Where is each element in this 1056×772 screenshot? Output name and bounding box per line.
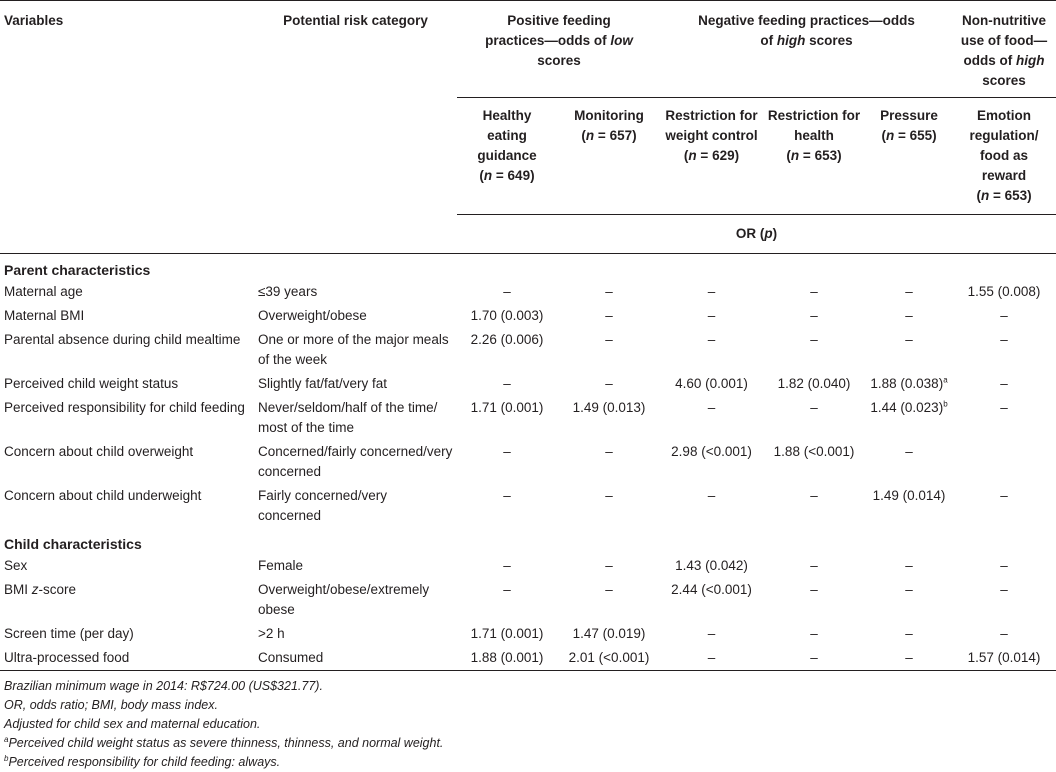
- value-text: –: [503, 582, 511, 597]
- value-text: 1.71 (0.001): [470, 626, 544, 641]
- section-header: [0, 528, 1056, 554]
- value-text: –: [905, 444, 913, 459]
- row-variable: Maternal age: [4, 284, 83, 299]
- value-text: –: [605, 332, 613, 347]
- value-text: –: [905, 650, 913, 665]
- row-value: [661, 646, 762, 670]
- row-value: [661, 304, 762, 328]
- row-value: [952, 372, 1056, 396]
- subcol-pressure: Pressure (n = 655): [880, 108, 938, 143]
- subcol-restriction-weight: Restriction for weight control (n = 629): [665, 108, 758, 163]
- value-text: –: [1000, 376, 1008, 391]
- subcolumn-header-row: [0, 98, 1056, 215]
- row-value: [762, 484, 866, 528]
- header-nonnutritive-group: Non-nutritive use of food—odds of high scores: [960, 13, 1048, 88]
- row-value: [952, 554, 1056, 578]
- row-value: [457, 396, 557, 440]
- value-text: 1.70 (0.003): [470, 308, 544, 323]
- value-text: –: [1000, 488, 1008, 503]
- row-value: [866, 280, 952, 304]
- row-value: [866, 578, 952, 622]
- row-variable: BMI z-score: [4, 582, 77, 597]
- value-text: 1.57 (0.014): [967, 650, 1041, 665]
- row-category: Never/seldom/half of the time/ most of the time: [258, 400, 438, 435]
- value-text: 1.88 (<0.001): [773, 444, 855, 459]
- row-value: [557, 328, 661, 372]
- row-value: [866, 328, 952, 372]
- value-text: 1.49 (0.013): [572, 400, 646, 415]
- row-value: [952, 440, 1056, 484]
- row-value: [762, 372, 866, 396]
- footnote-mark: a: [943, 375, 948, 385]
- row-category: Overweight/obese: [258, 308, 367, 323]
- table-body: [0, 254, 1056, 671]
- value-text: 1.49 (0.014): [872, 488, 946, 503]
- row-value: [762, 646, 866, 670]
- row-value: [952, 304, 1056, 328]
- row-value: [866, 646, 952, 670]
- row-value: [557, 578, 661, 622]
- row-value: [457, 304, 557, 328]
- value-text: –: [810, 400, 818, 415]
- row-value: [457, 328, 557, 372]
- header-negative-group: Negative feeding practices—odds of high scores: [698, 13, 915, 48]
- row-variable: Maternal BMI: [4, 308, 85, 323]
- table-row: [0, 578, 1056, 622]
- value-text: –: [503, 488, 511, 503]
- row-value: [457, 484, 557, 528]
- row-category: One or more of the major meals of the week: [258, 332, 449, 367]
- value-text: –: [810, 558, 818, 573]
- value-text: –: [1000, 332, 1008, 347]
- section-title: Parent characteristics: [4, 262, 151, 278]
- row-value: [762, 554, 866, 578]
- row-value: [866, 304, 952, 328]
- row-value: [661, 372, 762, 396]
- row-value: [457, 622, 557, 646]
- row-category: Slightly fat/fat/very fat: [258, 376, 388, 391]
- value-text: 1.44 (0.023): [870, 400, 944, 415]
- row-value: [952, 328, 1056, 372]
- row-value: [661, 622, 762, 646]
- note-wage: Brazilian minimum wage in 2014: R$724.00 (US$321.77).: [4, 679, 323, 693]
- value-text: 1.47 (0.019): [572, 626, 646, 641]
- section-title: Child characteristics: [4, 536, 142, 552]
- row-value: [762, 440, 866, 484]
- value-text: –: [605, 284, 613, 299]
- row-category: Female: [258, 558, 304, 573]
- subcol-emotion-regulation: Emotion regulation/ food as reward (n = 653): [969, 108, 1039, 203]
- row-value: [952, 578, 1056, 622]
- row-value: [762, 280, 866, 304]
- table-row: [0, 328, 1056, 372]
- row-value: [952, 622, 1056, 646]
- row-value: [457, 646, 557, 670]
- table-row: [0, 554, 1056, 578]
- row-variable: Concern about child overweight: [4, 444, 194, 459]
- row-category: Fairly concerned/very concerned: [258, 488, 388, 523]
- row-variable: Sex: [4, 558, 28, 573]
- note-adjusted: Adjusted for child sex and maternal education.: [4, 717, 261, 731]
- row-value: [661, 578, 762, 622]
- row-category: >2 h: [258, 626, 285, 641]
- value-text: –: [707, 400, 716, 415]
- value-text: 2.26 (0.006): [470, 332, 544, 347]
- value-text: –: [810, 650, 818, 665]
- row-category: ≤39 years: [258, 284, 318, 299]
- value-text: –: [1000, 558, 1008, 573]
- value-text: –: [707, 332, 716, 347]
- value-text: –: [503, 376, 511, 391]
- value-text: –: [810, 332, 818, 347]
- row-value: [661, 396, 762, 440]
- value-text: 2.01 (<0.001): [568, 650, 650, 665]
- value-text: –: [605, 376, 613, 391]
- subcol-restriction-health: Restriction for health (n = 653): [767, 108, 861, 163]
- row-value: [661, 484, 762, 528]
- row-value: [866, 396, 952, 440]
- row-variable: Perceived responsibility for child feeding: [4, 400, 245, 415]
- row-value: [557, 484, 661, 528]
- section-header: [0, 254, 1056, 281]
- row-variable: Concern about child underweight: [4, 488, 202, 503]
- row-value: [762, 578, 866, 622]
- row-variable: Perceived child weight status: [4, 376, 179, 391]
- row-value: [952, 484, 1056, 528]
- table-row: [0, 372, 1056, 396]
- table-row: [0, 646, 1056, 670]
- value-text: –: [1000, 308, 1008, 323]
- value-text: 2.98 (<0.001): [671, 444, 752, 459]
- row-value: [557, 372, 661, 396]
- row-value: [457, 280, 557, 304]
- row-value: [457, 578, 557, 622]
- table-row: [0, 484, 1056, 528]
- value-text: 1.88 (0.038): [870, 376, 944, 391]
- value-text: 1.55 (0.008): [967, 284, 1041, 299]
- value-text: –: [707, 626, 716, 641]
- footnote-b: $^b$Perceived responsibility for child feeding: always.: [4, 753, 281, 769]
- value-text: –: [605, 582, 613, 597]
- row-category: Concerned/fairly concerned/very concerned: [258, 444, 453, 479]
- row-value: [557, 622, 661, 646]
- value-text: –: [905, 284, 913, 299]
- table-notes: [0, 670, 1056, 772]
- value-text: –: [905, 558, 913, 573]
- value-text: –: [707, 488, 716, 503]
- table-row: [0, 396, 1056, 440]
- row-value: [661, 554, 762, 578]
- table-row: [0, 280, 1056, 304]
- header-variables: Variables: [4, 13, 64, 28]
- row-value: [762, 304, 866, 328]
- value-text: –: [1000, 626, 1008, 641]
- value-text: –: [707, 650, 716, 665]
- row-value: [661, 328, 762, 372]
- footnote-mark: b: [943, 399, 948, 409]
- row-variable: Ultra-processed food: [4, 650, 130, 665]
- value-text: –: [503, 444, 511, 459]
- table-row: [0, 622, 1056, 646]
- row-value: [762, 622, 866, 646]
- value-text: 1.82 (0.040): [777, 376, 851, 391]
- value-text: –: [707, 284, 716, 299]
- value-text: –: [503, 558, 511, 573]
- value-text: –: [605, 308, 613, 323]
- note-abbreviations: OR, odds ratio; BMI, body mass index.: [4, 698, 218, 712]
- row-value: [866, 554, 952, 578]
- value-text: 1.43 (0.042): [675, 558, 748, 573]
- row-value: [457, 554, 557, 578]
- row-value: [952, 280, 1056, 304]
- row-value: [952, 646, 1056, 670]
- value-text: –: [810, 582, 818, 597]
- value-text: –: [1000, 400, 1008, 415]
- row-value: [557, 396, 661, 440]
- row-value: [457, 372, 557, 396]
- header-positive-group: Positive feeding practices—odds of low scores: [485, 13, 633, 68]
- value-text: –: [810, 488, 818, 503]
- row-value: [557, 554, 661, 578]
- row-variable: Parental absence during child mealtime: [4, 332, 241, 347]
- row-value: [866, 372, 952, 396]
- subcol-healthy-eating: Healthy eating guidance (n = 649): [477, 108, 537, 183]
- row-value: [866, 484, 952, 528]
- value-text: –: [905, 626, 913, 641]
- value-text: –: [810, 626, 818, 641]
- or-p-label: OR (p): [457, 215, 1056, 254]
- value-text: 1.71 (0.001): [470, 400, 544, 415]
- row-category: Consumed: [258, 650, 324, 665]
- row-category: Overweight/obese/extremely obese: [258, 582, 430, 617]
- row-value: [762, 396, 866, 440]
- row-value: [866, 622, 952, 646]
- row-value: [762, 328, 866, 372]
- footnote-a: $^a$Perceived child weight status as severe thinness, thinness, and normal weight.: [4, 734, 444, 750]
- value-text: –: [707, 308, 716, 323]
- header-risk-category: Potential risk category: [283, 13, 428, 28]
- value-text: –: [810, 308, 818, 323]
- row-value: [952, 396, 1056, 440]
- row-value: [661, 440, 762, 484]
- row-value: [661, 280, 762, 304]
- row-value: [557, 440, 661, 484]
- value-text: –: [810, 284, 818, 299]
- value-text: –: [905, 308, 913, 323]
- row-variable: Screen time (per day): [4, 626, 134, 641]
- value-text: –: [605, 558, 613, 573]
- row-value: [457, 440, 557, 484]
- value-text: –: [1000, 582, 1008, 597]
- row-value: [557, 280, 661, 304]
- row-value: [557, 646, 661, 670]
- table-row: [0, 304, 1056, 328]
- value-text: –: [905, 582, 913, 597]
- row-value: [866, 440, 952, 484]
- value-text: 1.88 (0.001): [470, 650, 544, 665]
- value-text: –: [905, 332, 913, 347]
- table-row: [0, 440, 1056, 484]
- value-text: –: [503, 284, 511, 299]
- value-text: –: [605, 488, 613, 503]
- value-text: 4.60 (0.001): [675, 376, 748, 391]
- row-value: [557, 304, 661, 328]
- value-text: –: [605, 444, 613, 459]
- value-text: 2.44 (<0.001): [671, 582, 752, 597]
- subcol-monitoring: Monitoring (n = 657): [574, 108, 644, 143]
